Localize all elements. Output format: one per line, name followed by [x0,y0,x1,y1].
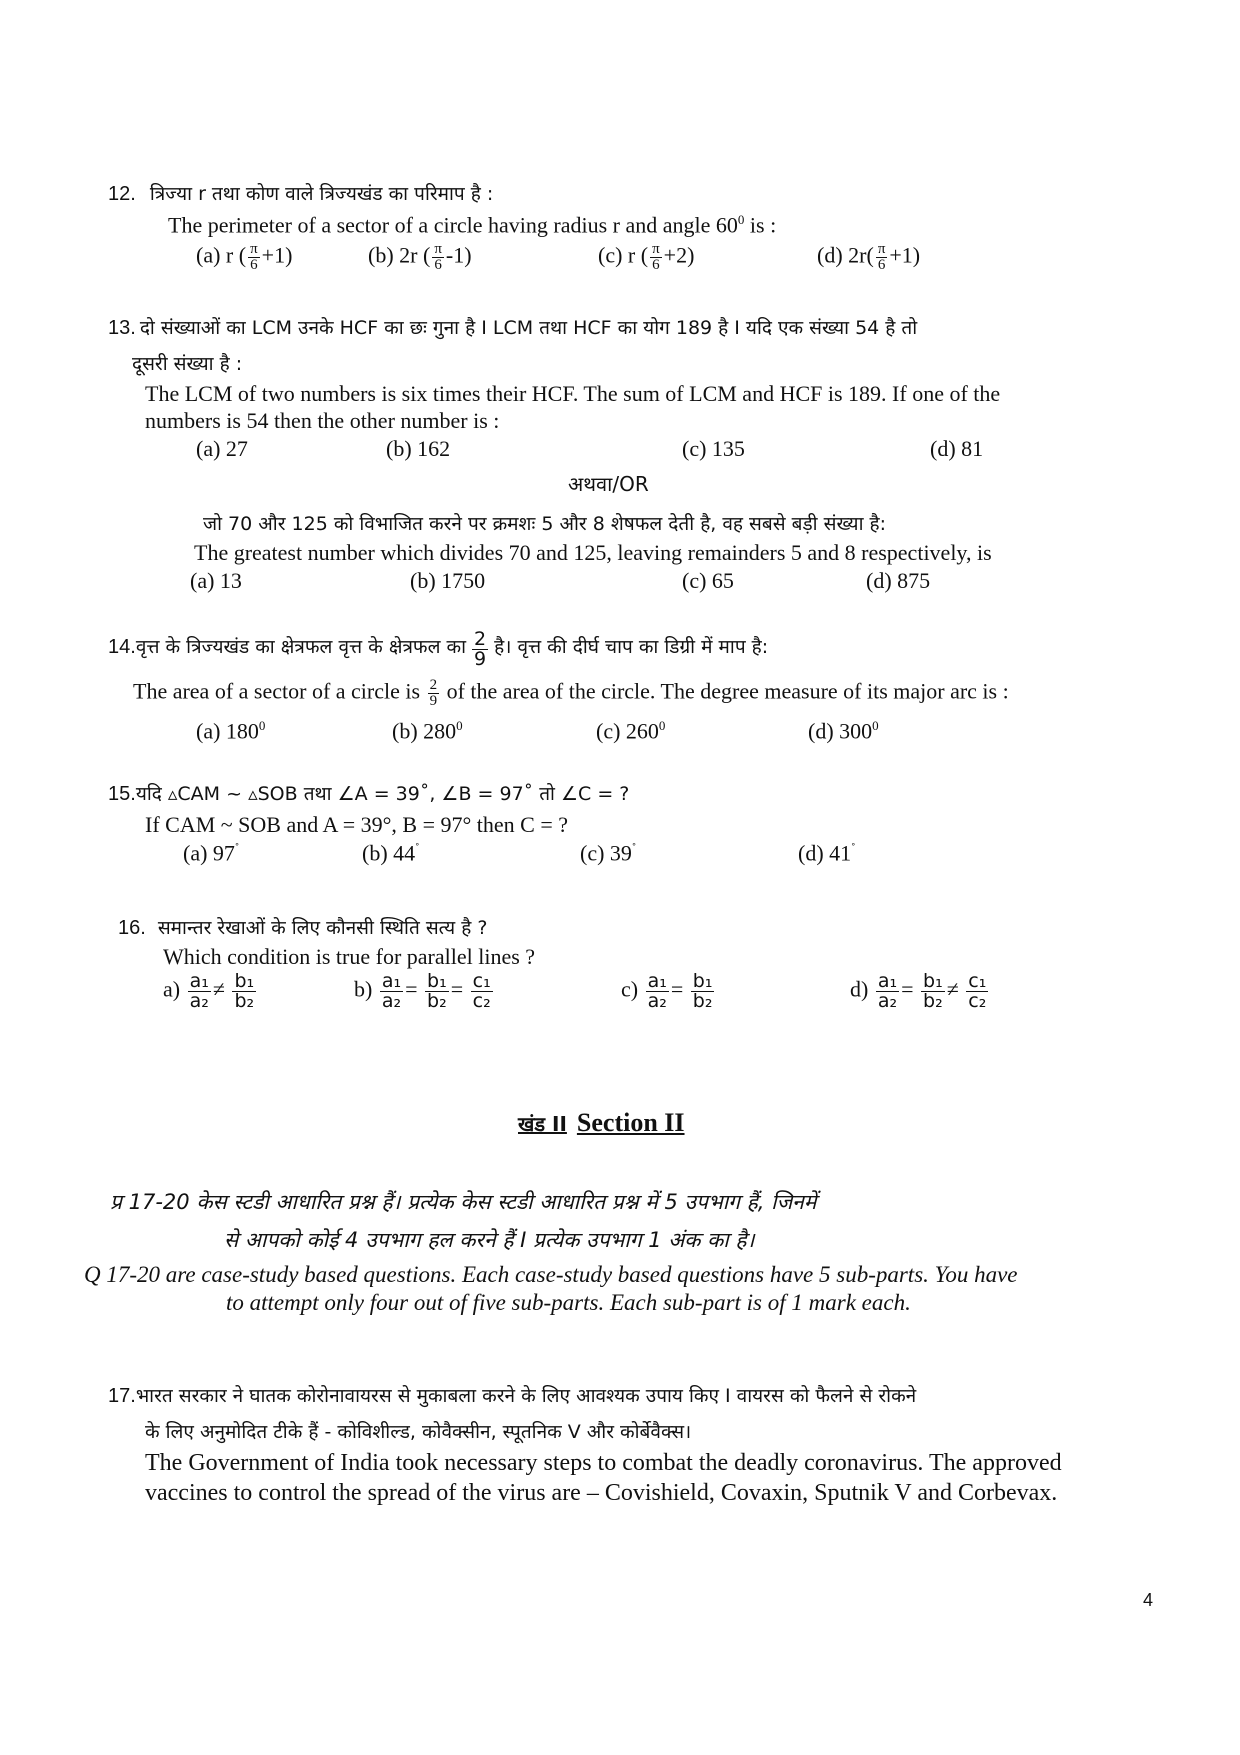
question-14-hindi-pre: वृत्त के त्रिज्यखंड का क्षेत्रफल वृत्त के क्षेत्रफल का [135,636,467,659]
option-c-pre: (c) r ( [598,242,649,268]
degree-sup: ˚ [631,840,637,855]
fraction-numerator: π [877,241,886,257]
numerator: b₁ [692,970,713,992]
fraction-numerator: π [434,241,442,257]
question-13-alt-option-d: (d) 875 [866,568,931,593]
question-12-number: 12. [108,183,136,205]
question-15-number: 15. [108,783,136,805]
fraction-numerator: 2 [474,628,487,650]
denominator: b₂ [923,990,943,1012]
page-number: 4 [1143,1590,1154,1610]
denominator: b₂ [692,990,713,1012]
b1-over-b2 [232,972,256,1011]
question-13-option-c: (c) 135 [682,436,745,461]
c1-over-c2 [966,972,988,1011]
section-instructions-english-2: to attempt only four out of five sub-parts. Each sub-part is of 1 mark each. [226,1290,911,1315]
option-label: (c) 39 [580,840,632,866]
numerator: b₁ [427,970,447,992]
degree-sup: 0 [872,718,879,733]
option-label: (d) 41 [798,840,852,866]
question-15-option-d [798,840,856,866]
degree-sup: ˚ [234,840,240,855]
pi-over-6-fraction [876,242,888,273]
question-15-option-c [580,840,636,866]
question-13-english-line-1: The LCM of two numbers is six times their HCF. The sum of LCM and HCF is 189. If one of the [145,381,1001,406]
question-13-option-d: (d) 81 [930,436,984,461]
fraction-denominator: 6 [250,257,258,273]
option-label: c) [621,976,639,1002]
question-14-option-c [596,718,665,744]
not-equal-sign: ≠ [212,976,225,1002]
question-16-option-a [163,972,258,1011]
section-title-english: Section II [576,1108,685,1137]
equals-sign: = [901,976,914,1002]
question-12-option-c [598,242,694,273]
degree-sup: 0 [258,718,266,733]
question-15-english: If CAM ~ SOB and A = 39°, B = 97° then C = ? [145,812,569,837]
option-d-pre: (d) 2r( [817,242,874,268]
denominator: a₂ [189,990,209,1012]
option-c-post: +2) [663,242,695,268]
denominator: b₂ [427,990,447,1012]
question-12-hindi-text: त्रिज्या r तथा कोण वाले त्रिज्यखंड का परिमाप है : [149,183,494,205]
question-14-english-pre: The area of a sector of a circle is [133,678,421,704]
question-13-alt-option-b: (b) 1750 [410,568,486,593]
question-12-option-a [196,242,292,273]
fraction-numerator: 2 [429,677,438,693]
numerator: a₁ [381,970,402,992]
question-17-hindi-line-2: के लिए अनुमोदित टीके हैं - कोविशील्ड, कोवैक्सीन, स्पूतनिक V और कोर्बेवैक्स। [145,1421,692,1443]
section-instructions-hindi-1: प्र 17-20 केस स्टडी आधारित प्रश्न हैं। प्रत्येक केस स्टडी आधारित प्रश्न में 5 उपभाग हैं, जिनमें [110,1190,817,1214]
question-16-option-d [850,972,990,1011]
option-label: a) [163,976,181,1002]
equals-sign: = [405,976,418,1002]
question-14-option-d [808,718,879,744]
section-instructions-hindi-2: से आपको कोई 4 उपभाग हल करने हैं I प्रत्येक उपभाग 1 अंक का है। [224,1228,755,1252]
denominator: a₂ [877,990,898,1012]
denominator: a₂ [647,990,667,1012]
option-b-post: -1) [445,242,472,268]
question-12-hindi [108,180,493,206]
question-13-option-a: (a) 27 [196,436,248,461]
question-17-hindi-line-1 [108,1382,916,1408]
option-label: (b) 280 [392,718,457,744]
question-13-number: 13. [108,317,136,339]
b1-over-b2 [425,972,449,1011]
question-14-option-a [196,718,265,744]
denominator: c₂ [472,990,491,1012]
question-16-hindi-text: समान्तर रेखाओं के लिए कौनसी स्थिति सत्य है ? [157,917,488,939]
question-14-hindi-post: है। वृत्त की दीर्घ चाप का डिग्री में माप है: [494,636,769,659]
option-label: (d) 300 [808,718,873,744]
not-equal-sign: ≠ [946,976,959,1002]
question-13-option-b: (b) 162 [386,436,451,461]
option-a-pre: (a) r ( [196,242,247,268]
option-label: (c) 260 [596,718,659,744]
two-ninths-fraction [472,630,488,669]
fraction-denominator: 6 [652,257,660,273]
question-16-number: 16. [118,917,146,939]
fraction-denominator: 6 [434,257,442,273]
fraction-denominator: 6 [877,257,886,273]
b1-over-b2 [691,972,715,1011]
denominator: c₂ [968,990,987,1012]
question-12-option-d [817,242,920,273]
denominator: b₂ [234,990,255,1012]
option-label: (a) 180 [196,718,259,744]
equals-sign: = [450,976,464,1002]
question-14-hindi [108,630,768,669]
option-a-post: +1) [261,242,293,268]
question-15-hindi-text: यदि ▵CAM ~ ▵SOB तथा ∠A = 39˚, ∠B = 97˚ तो ∠C = ? [135,783,630,805]
option-label: (b) 44 [362,840,416,866]
question-17-english-line-1: The Government of India took necessary steps to combat the deadly coronavirus. The approved [145,1450,1062,1476]
option-label: (a) 97 [183,840,235,866]
option-d-post: +1) [889,242,921,268]
numerator: b₁ [923,970,943,992]
pi-over-6-fraction [248,242,260,273]
pi-over-6-fraction [650,242,662,273]
question-13-alt-option-a: (a) 13 [190,568,242,593]
numerator: a₁ [877,970,898,992]
question-17-hindi-text-1: भारत सरकार ने घातक कोरोनावायरस से मुकाबला करने के लिए आवश्यक उपाय किए I वायरस को फैलने से रोकने [135,1385,917,1407]
question-17-number: 17. [108,1385,136,1407]
a1-over-a2 [646,972,669,1011]
a1-over-a2 [188,972,211,1011]
question-14-english-post: of the area of the circle. The degree measure of its major arc is : [446,678,1009,704]
degree-sup: 0 [456,718,463,733]
question-13-hindi-line-2: दूसरी संख्या है : [132,353,243,375]
question-13-hindi-line-1 [108,314,917,340]
fraction-numerator: π [652,241,660,257]
question-15-option-b [362,840,420,866]
question-16-option-b [354,972,495,1011]
question-13-alt-option-c: (c) 65 [682,568,734,593]
question-12-english-pre: The perimeter of a sector of a circle having radius r and angle 60 [168,212,738,238]
question-12-option-b [368,242,472,273]
question-13-alt-english: The greatest number which divides 70 and 125, leaving remainders 5 and 8 respectively, is [194,540,992,565]
numerator: c₁ [968,970,987,992]
question-17-english-line-2: vaccines to control the spread of the virus are – Covishield, Covaxin, Sputnik V and Corbevax. [145,1480,1058,1506]
degree-sup: 0 [658,718,666,733]
option-label: d) [850,976,869,1002]
section-title-hindi: खंड II [518,1112,567,1136]
question-12-english-sup: 0 [737,212,745,227]
fraction-denominator: 9 [429,693,438,709]
question-12-english [168,212,776,238]
numerator: b₁ [234,970,255,992]
question-14-number: 14. [108,636,136,659]
question-16-option-c [621,972,716,1011]
question-13-hindi-text-1: दो संख्याओं का LCM उनके HCF का छः गुना है I LCM तथा HCF का योग 189 है I यदि एक संख्या 54 है तो [139,317,918,339]
equals-sign: = [670,976,684,1002]
option-b-pre: (b) 2r ( [368,242,431,268]
numerator: a₁ [647,970,667,992]
question-16-hindi [118,914,487,940]
fraction-numerator: π [250,241,258,257]
a1-over-a2 [876,972,899,1011]
numerator: c₁ [472,970,491,992]
or-label: अथवा/OR [568,472,649,496]
question-15-option-a [183,840,239,866]
c1-over-c2 [471,972,493,1011]
question-12-english-post: is : [744,212,777,238]
question-13-english-line-2: numbers is 54 then the other number is : [145,408,500,433]
section-instructions-english-1: Q 17-20 are case-study based questions. Each case-study based questions have 5 sub-parts. You have [84,1262,1018,1287]
question-13-alt-hindi: जो 70 और 125 को विभाजित करने पर क्रमशः 5 और 8 शेषफल देती है, वह सबसे बड़ी संख्या है: [203,513,887,535]
section-title [518,1108,685,1138]
degree-sup: ˚ [415,840,420,855]
question-16-english: Which condition is true for parallel lines ? [163,944,536,969]
b1-over-b2 [921,972,945,1011]
question-14-option-b [392,718,463,744]
a1-over-a2 [380,972,403,1011]
degree-sup: ˚ [851,840,856,855]
denominator: a₂ [381,990,402,1012]
two-ninths-fraction [428,678,440,709]
option-label: b) [354,976,373,1002]
pi-over-6-fraction [432,242,444,273]
numerator: a₁ [189,970,209,992]
fraction-denominator: 9 [474,648,487,670]
question-14-english [133,678,1009,709]
question-15-hindi [108,780,629,806]
